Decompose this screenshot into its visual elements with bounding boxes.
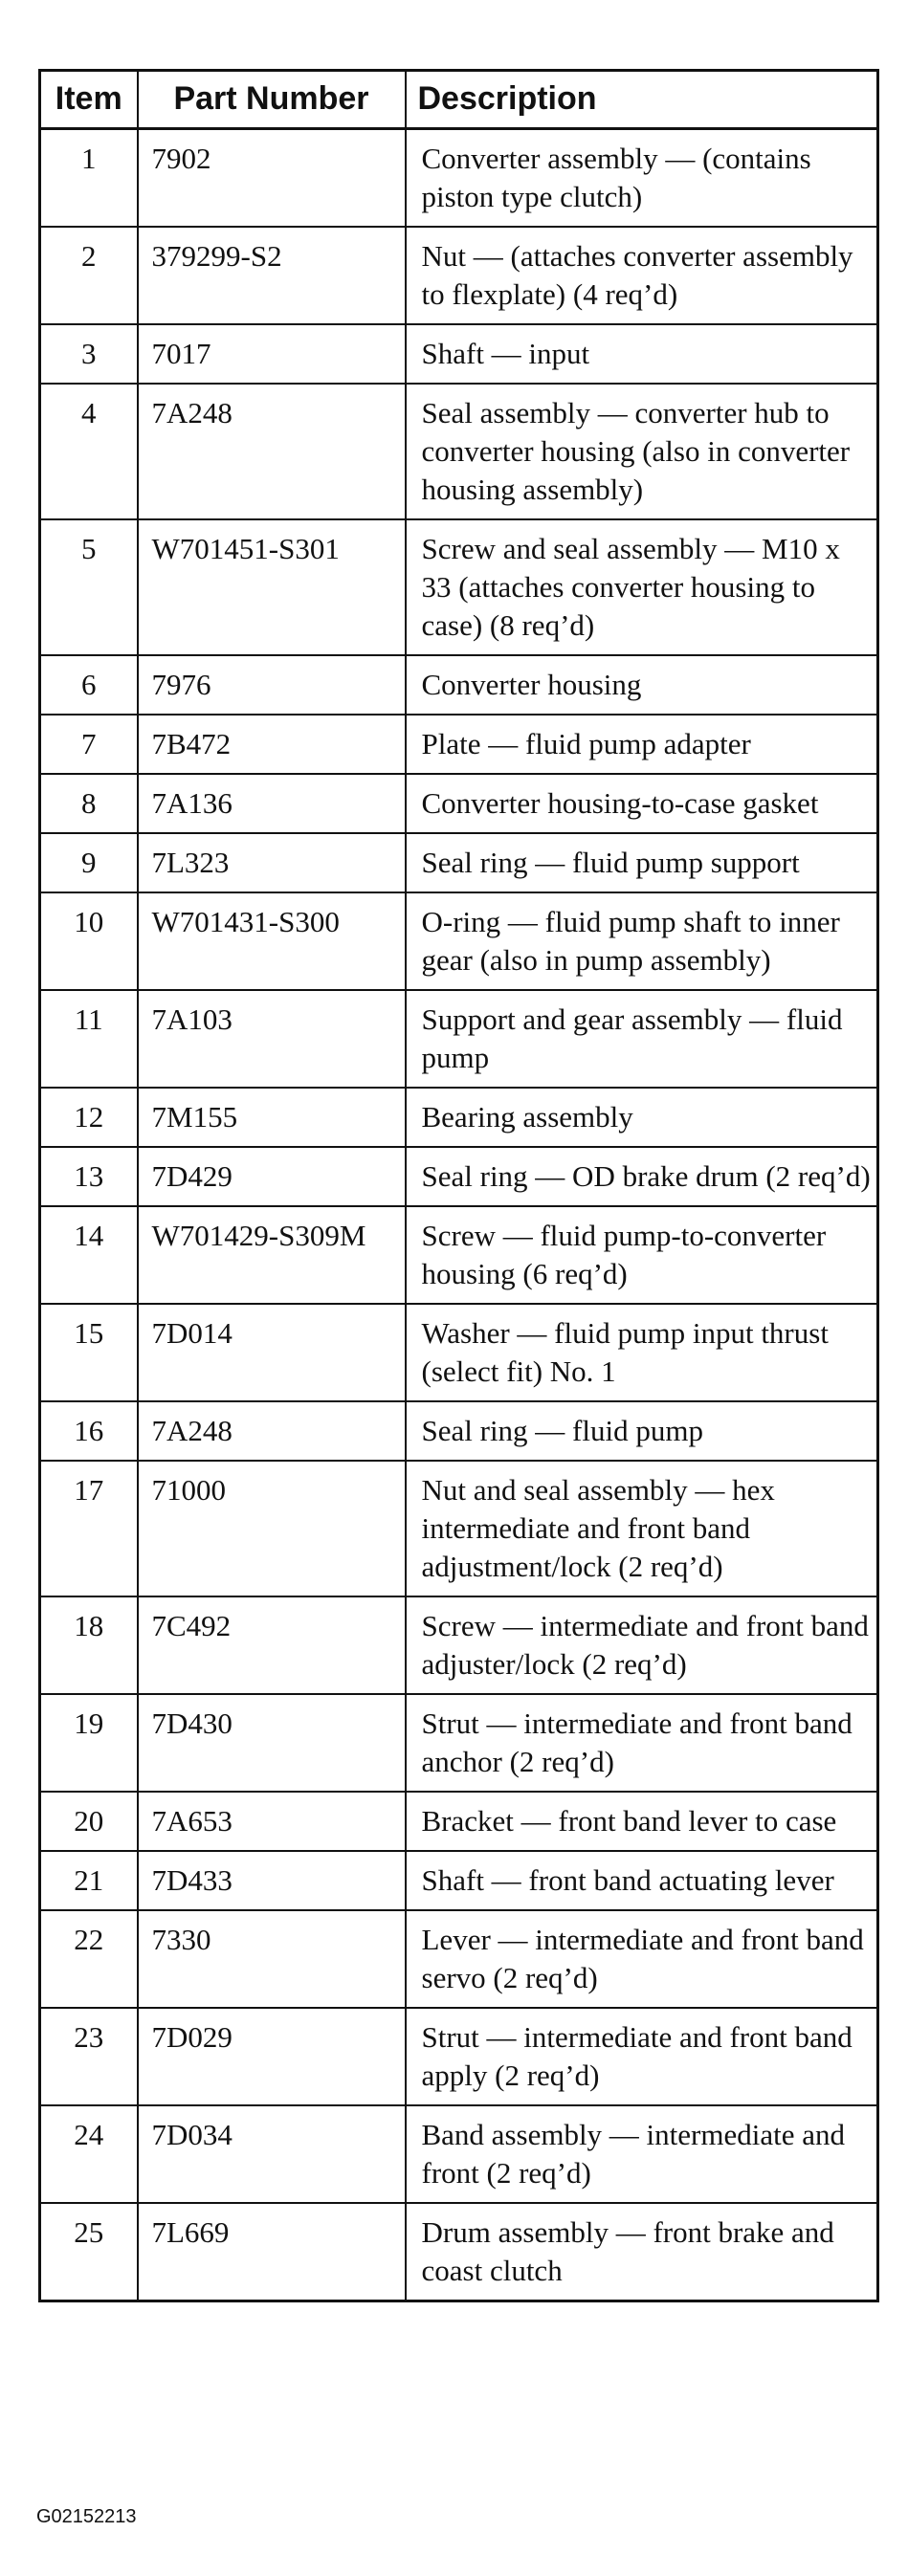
cell-part-number: 7L323: [138, 833, 406, 892]
cell-part-number: 7M155: [138, 1088, 406, 1147]
cell-part-number: 7A136: [138, 774, 406, 833]
cell-part-number: 7B472: [138, 715, 406, 774]
table-row: [40, 990, 878, 1088]
table-body: [40, 129, 878, 2301]
header-part-number: Part Number: [138, 71, 406, 129]
cell-part-number: 7C492: [138, 1596, 406, 1694]
cell-description: Lever — intermediate and front band servo (2 req’d): [406, 1910, 878, 2008]
cell-description: Converter housing: [406, 655, 878, 715]
table-row: [40, 519, 878, 655]
cell-description: Plate — fluid pump adapter: [406, 715, 878, 774]
cell-item: 13: [40, 1147, 138, 1206]
table-row: [40, 2105, 878, 2203]
cell-part-number: 7D429: [138, 1147, 406, 1206]
cell-item: 8: [40, 774, 138, 833]
cell-item: 17: [40, 1461, 138, 1596]
cell-item: 10: [40, 892, 138, 990]
table-row: [40, 1206, 878, 1304]
table-row: [40, 1910, 878, 2008]
cell-item: 5: [40, 519, 138, 655]
table-row: [40, 2008, 878, 2105]
table-row: [40, 655, 878, 715]
cell-part-number: 7D014: [138, 1304, 406, 1401]
cell-item: 20: [40, 1792, 138, 1851]
cell-description: Screw — intermediate and front band adjuster/lock (2 req’d): [406, 1596, 878, 1694]
cell-description: Shaft — input: [406, 324, 878, 384]
cell-description: Drum assembly — front brake and coast clutch: [406, 2203, 878, 2301]
cell-part-number: 7L669: [138, 2203, 406, 2301]
header-description: Description: [406, 71, 878, 129]
table-row: [40, 1088, 878, 1147]
cell-description: Bracket — front band lever to case: [406, 1792, 878, 1851]
cell-description: Strut — intermediate and front band anchor (2 req’d): [406, 1694, 878, 1792]
header-row: [40, 71, 878, 129]
cell-description: Strut — intermediate and front band apply (2 req’d): [406, 2008, 878, 2105]
table-row: [40, 1461, 878, 1596]
cell-description: Screw — fluid pump-to-converter housing (6 req’d): [406, 1206, 878, 1304]
parts-list: [38, 69, 876, 2302]
table-row: [40, 774, 878, 833]
cell-part-number: 7A248: [138, 384, 406, 519]
cell-item: 1: [40, 129, 138, 228]
table-row: [40, 892, 878, 990]
cell-description: Seal assembly — converter hub to converter housing (also in converter housing assembly): [406, 384, 878, 519]
cell-description: O-ring — fluid pump shaft to inner gear (also in pump assembly): [406, 892, 878, 990]
cell-part-number: 7976: [138, 655, 406, 715]
cell-part-number: 379299-S2: [138, 227, 406, 324]
table-row: [40, 1694, 878, 1792]
cell-part-number: 7017: [138, 324, 406, 384]
cell-description: Band assembly — intermediate and front (2 req’d): [406, 2105, 878, 2203]
table-row: [40, 715, 878, 774]
cell-item: 24: [40, 2105, 138, 2203]
figure-id: G02152213: [36, 2506, 137, 2527]
table-row: [40, 833, 878, 892]
cell-description: Washer — fluid pump input thrust (select fit) No. 1: [406, 1304, 878, 1401]
cell-description: Converter housing-to-case gasket: [406, 774, 878, 833]
cell-item: 21: [40, 1851, 138, 1910]
cell-item: 2: [40, 227, 138, 324]
cell-part-number: 7D430: [138, 1694, 406, 1792]
cell-part-number: 7330: [138, 1910, 406, 2008]
cell-description: Seal ring — OD brake drum (2 req’d): [406, 1147, 878, 1206]
cell-item: 19: [40, 1694, 138, 1792]
cell-description: Support and gear assembly — fluid pump: [406, 990, 878, 1088]
table-row: [40, 324, 878, 384]
table-row: [40, 2203, 878, 2301]
cell-item: 11: [40, 990, 138, 1088]
cell-item: 7: [40, 715, 138, 774]
cell-item: 12: [40, 1088, 138, 1147]
cell-item: 18: [40, 1596, 138, 1694]
cell-item: 6: [40, 655, 138, 715]
cell-description: Nut and seal assembly — hex intermediate and front band adjustment/lock (2 req’d): [406, 1461, 878, 1596]
cell-description: Screw and seal assembly — M10 x 33 (attaches converter housing to case) (8 req’d): [406, 519, 878, 655]
table-row: [40, 227, 878, 324]
cell-item: 9: [40, 833, 138, 892]
cell-part-number: 7D029: [138, 2008, 406, 2105]
cell-description: Seal ring — fluid pump: [406, 1401, 878, 1461]
table-row: [40, 1147, 878, 1206]
cell-description: Seal ring — fluid pump support: [406, 833, 878, 892]
table-row: [40, 1304, 878, 1401]
cell-item: 16: [40, 1401, 138, 1461]
cell-item: 23: [40, 2008, 138, 2105]
parts-table: [38, 69, 879, 2302]
cell-description: Shaft — front band actuating lever: [406, 1851, 878, 1910]
cell-item: 15: [40, 1304, 138, 1401]
cell-description: Bearing assembly: [406, 1088, 878, 1147]
cell-part-number: W701451-S301: [138, 519, 406, 655]
cell-part-number: 7D034: [138, 2105, 406, 2203]
header-item: Item: [40, 71, 138, 129]
cell-item: 14: [40, 1206, 138, 1304]
cell-description: Converter assembly — (contains piston type clutch): [406, 129, 878, 228]
cell-item: 25: [40, 2203, 138, 2301]
cell-description: Nut — (attaches converter assembly to flexplate) (4 req’d): [406, 227, 878, 324]
cell-item: 4: [40, 384, 138, 519]
cell-part-number: 7A248: [138, 1401, 406, 1461]
cell-part-number: 71000: [138, 1461, 406, 1596]
cell-part-number: 7902: [138, 129, 406, 228]
cell-part-number: 7A653: [138, 1792, 406, 1851]
cell-part-number: W701429-S309M: [138, 1206, 406, 1304]
table-row: [40, 129, 878, 228]
table-row: [40, 1792, 878, 1851]
cell-part-number: 7D433: [138, 1851, 406, 1910]
cell-item: 22: [40, 1910, 138, 2008]
table-row: [40, 1851, 878, 1910]
table-row: [40, 1401, 878, 1461]
table-row: [40, 1596, 878, 1694]
cell-part-number: W701431-S300: [138, 892, 406, 990]
cell-part-number: 7A103: [138, 990, 406, 1088]
table-row: [40, 384, 878, 519]
cell-item: 3: [40, 324, 138, 384]
